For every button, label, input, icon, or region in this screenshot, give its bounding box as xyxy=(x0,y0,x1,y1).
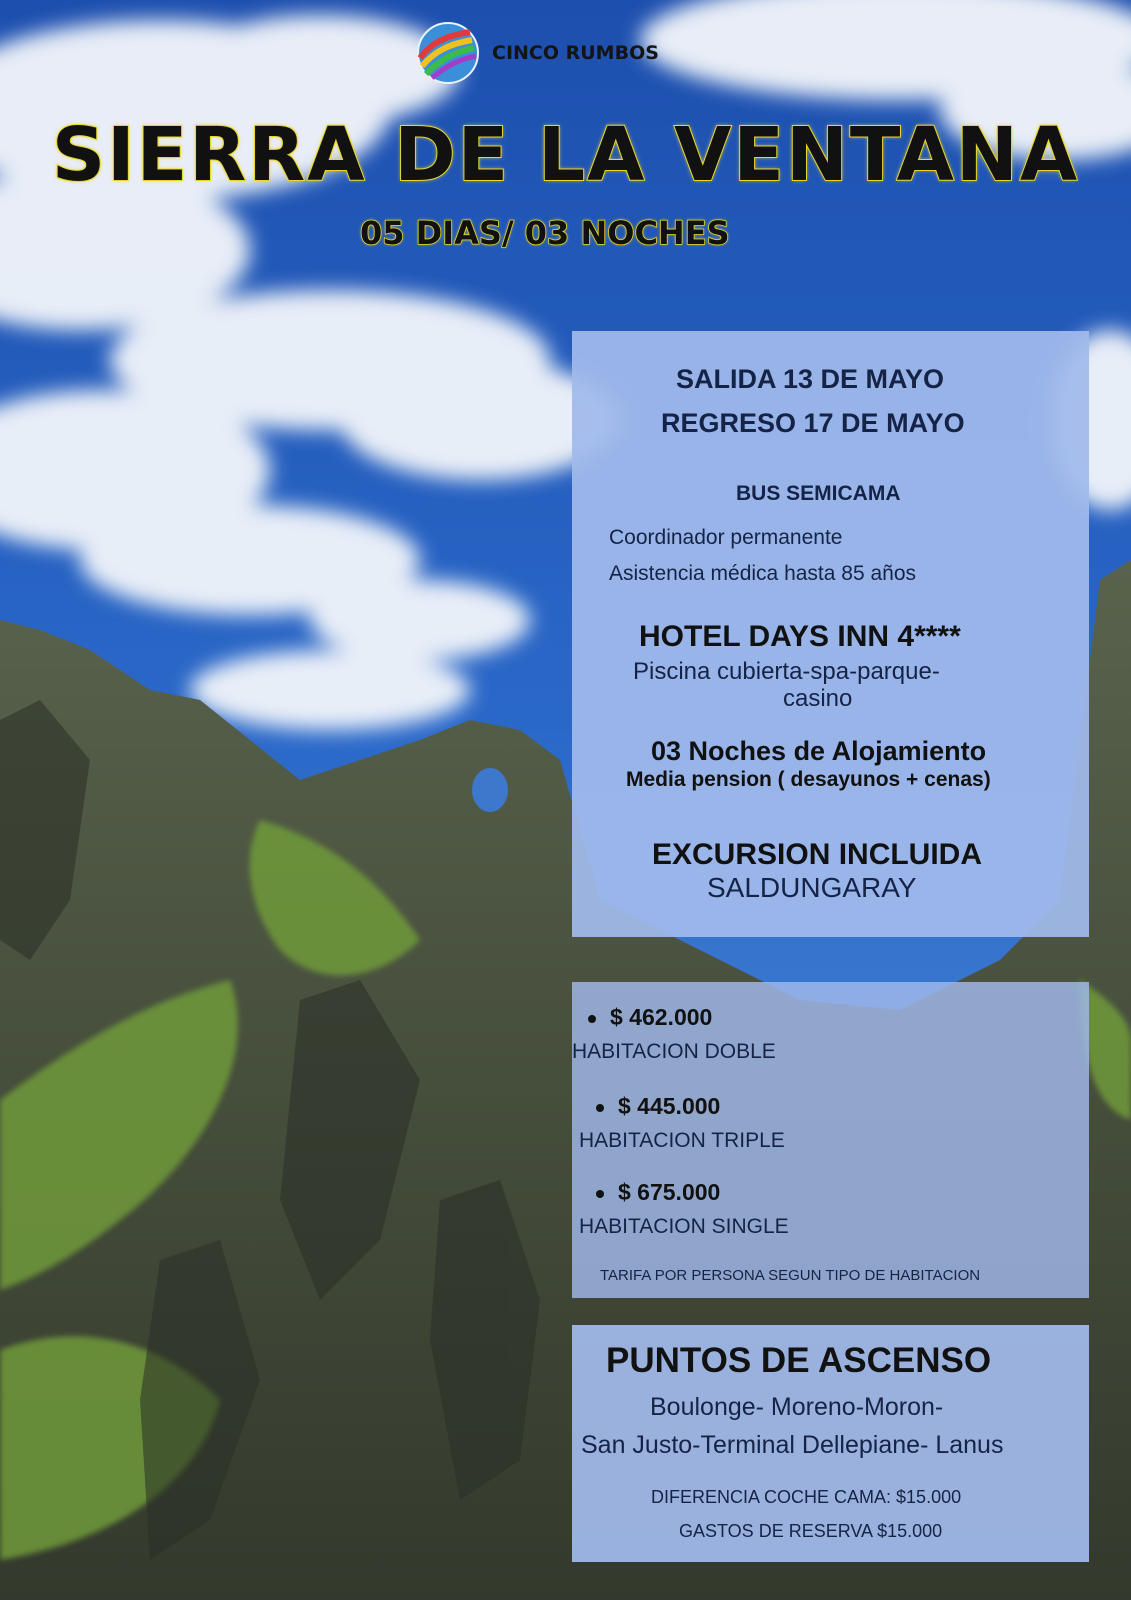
departure-date: SALIDA 13 DE MAYO xyxy=(676,364,945,394)
excursion-title: EXCURSION INCLUIDA xyxy=(652,838,983,871)
room-triple: HABITACION TRIPLE xyxy=(579,1129,785,1152)
coche-cama-difference: DIFERENCIA COCHE CAMA: $15.000 xyxy=(651,1487,962,1507)
hotel-name: HOTEL DAYS INN 4**** xyxy=(639,620,961,653)
nights-accommodation: 03 Noches de Alojamiento xyxy=(651,736,987,766)
hotel-features-line-1: Piscina cubierta-spa-parque- xyxy=(633,658,940,685)
globe-swoosh-logo-icon xyxy=(414,22,482,84)
prices-panel xyxy=(572,982,1089,1298)
price-doble: $ 462.000 xyxy=(588,1004,712,1031)
pickup-panel xyxy=(572,1325,1089,1562)
hotel-features-line-2: casino xyxy=(783,685,853,712)
trip-duration: 05 DIAS/ 03 NOCHES xyxy=(360,214,730,252)
pickup-title: PUNTOS DE ASCENSO xyxy=(606,1341,992,1380)
rate-note: TARIFA POR PERSONA SEGUN TIPO DE HABITACION xyxy=(600,1267,981,1284)
excursion-place: SALDUNGARAY xyxy=(707,872,917,903)
reservation-fee: GASTOS DE RESERVA $15.000 xyxy=(679,1521,943,1541)
pickup-points-line-2: San Justo-Terminal Dellepiane- Lanus xyxy=(581,1431,1004,1459)
price-single: $ 675.000 xyxy=(596,1179,720,1206)
page-title: SIERRA DE LA VENTANA xyxy=(51,112,1080,198)
return-date: REGRESO 17 DE MAYO xyxy=(661,408,965,438)
brand-name: CINCO RUMBOS xyxy=(492,42,659,64)
room-doble: HABITACION DOBLE xyxy=(572,1040,776,1063)
meal-plan: Media pension ( desayunos + cenas) xyxy=(626,768,991,791)
trip-details-panel xyxy=(572,331,1089,937)
pickup-points-line-1: Boulonge- Moreno-Moron- xyxy=(650,1393,944,1421)
coordinator-feature: Coordinador permanente xyxy=(609,526,843,549)
room-single: HABITACION SINGLE xyxy=(579,1215,789,1238)
bus-type: BUS SEMICAMA xyxy=(736,482,901,505)
medical-assistance-feature: Asistencia médica hasta 85 años xyxy=(609,562,917,585)
price-triple: $ 445.000 xyxy=(596,1093,720,1120)
